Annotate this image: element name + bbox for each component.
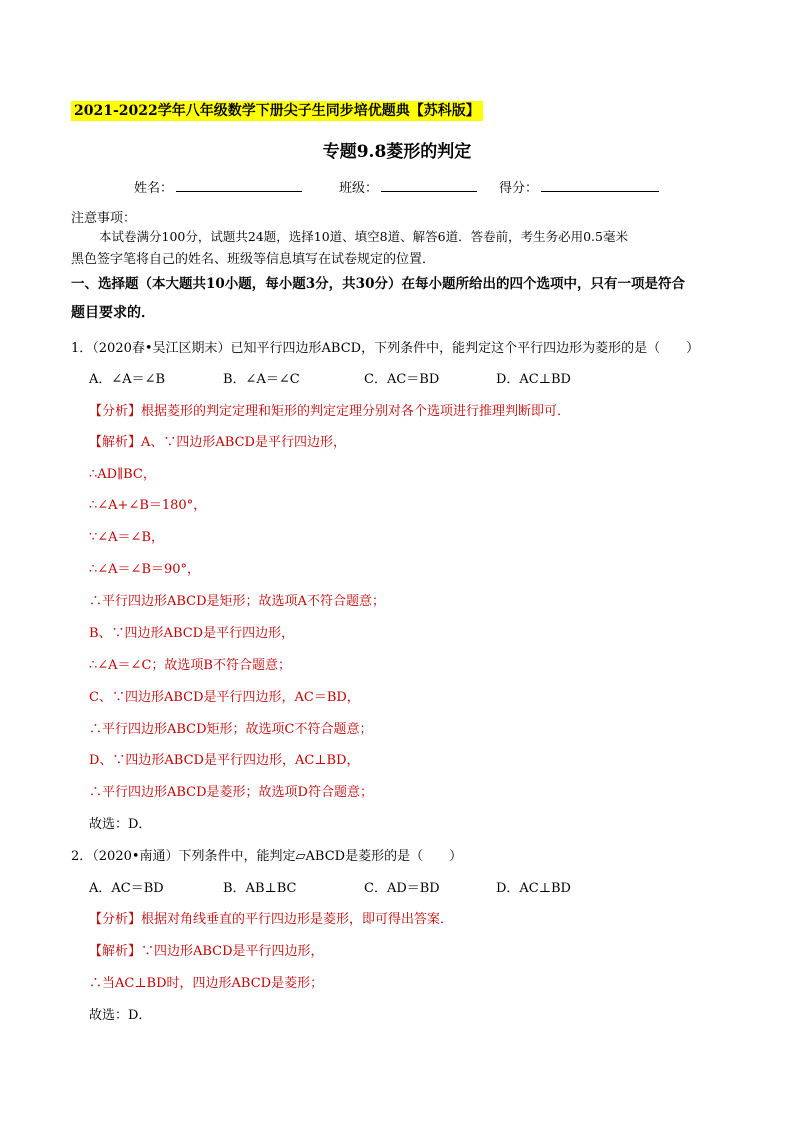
score-blank[interactable] (541, 177, 659, 194)
q1-solution-line: ∴平行四边形ABCD矩形；故选项C不符合题意； (89, 722, 373, 737)
q1-solution-line: ∴平行四边形ABCD是矩形；故选项A不符合题意； (89, 594, 385, 609)
name-blank[interactable] (176, 177, 302, 194)
q2-answer: 故选：D． (89, 1008, 152, 1023)
name-label: 姓名： (134, 181, 174, 196)
q1-answer: 故选：D． (89, 817, 152, 832)
q1-solution-line: D、∵四边形ABCD是平行四边形，AC⊥BD， (89, 753, 360, 768)
q1-analysis: 【分析】根据菱形的判定定理和矩形的判定定理分别对各个选项进行推理判断即可． (89, 404, 571, 419)
q1-option-d[interactable]: D．AC⊥BD (496, 372, 571, 387)
q1-solution-line: ∴平行四边形ABCD是菱形；故选项D符合题意； (89, 785, 373, 800)
q1-solution-line: B、∵四边形ABCD是平行四边形， (89, 626, 295, 641)
q1-solution-line: C、∵四边形ABCD是平行四边形，AC＝BD， (89, 690, 360, 705)
q1-solution-line: 【解析】A、∵四边形ABCD是平行四边形， (89, 435, 346, 450)
q1-solution-line: ∴∠A＝∠C；故选项B不符合题意； (89, 658, 291, 673)
q2-analysis: 【分析】根据对角线垂直的平行四边形是菱形，即可得出答案． (89, 912, 454, 927)
q1-solution-line: ∴∠A＝∠B＝90°， (89, 562, 201, 577)
score-label: 得分： (499, 181, 539, 196)
section-heading-line-1: 一、选择题（本大题共10小题，每小题3分，共30分）在每小题所给出的四个选项中，只有一项是符合 (71, 276, 685, 292)
question-2-stem: 2．（2020•南通）下列条件中，能判定▱ABCD是菱形的是（ ） (71, 849, 463, 864)
q2-option-c[interactable]: C．AD＝BD (364, 881, 440, 896)
series-title-highlight: 2021-2022学年八年级数学下册尖子生同步培优题典【苏科版】 (71, 101, 483, 121)
notes-line-1: 本试卷满分100分，试题共24题，选择10道、填空8道、解答6道．答卷前，考生务必用0.5毫米 (99, 229, 628, 244)
class-label: 班级： (339, 181, 379, 196)
q1-solution-line: ∵∠A＝∠B， (89, 530, 164, 545)
q1-option-c[interactable]: C．AC＝BD (364, 372, 440, 387)
notes-line-2: 黑色签字笔将自己的姓名、班级等信息填写在试卷规定的位置． (71, 252, 436, 267)
q1-solution-line: ∴AD∥BC， (89, 467, 156, 482)
notes-label: 注意事项： (71, 211, 137, 226)
q1-option-b[interactable]: B．∠A＝∠C (223, 372, 300, 387)
topic-title: 专题9.8菱形的判定 (322, 142, 472, 162)
section-heading-line-2: 题目要求的． (71, 305, 155, 321)
q1-option-a[interactable]: A．∠A＝∠B (89, 372, 166, 387)
q2-option-b[interactable]: B．AB⊥BC (223, 881, 297, 896)
q2-solution-line: ∴当AC⊥BD时，四边形ABCD是菱形； (89, 976, 324, 991)
q2-option-a[interactable]: A．AC＝BD (89, 881, 164, 896)
class-blank[interactable] (381, 177, 477, 194)
q2-solution-line: 【解析】∵四边形ABCD是平行四边形， (89, 944, 324, 959)
q2-option-d[interactable]: D．AC⊥BD (496, 881, 571, 896)
q1-solution-line: ∴∠A+∠B＝180°， (89, 498, 207, 513)
question-1-stem: 1．（2020春•吴江区期末）已知平行四边形ABCD，下列条件中，能判定这个平行四边形为菱形的是（ ） (71, 341, 700, 356)
